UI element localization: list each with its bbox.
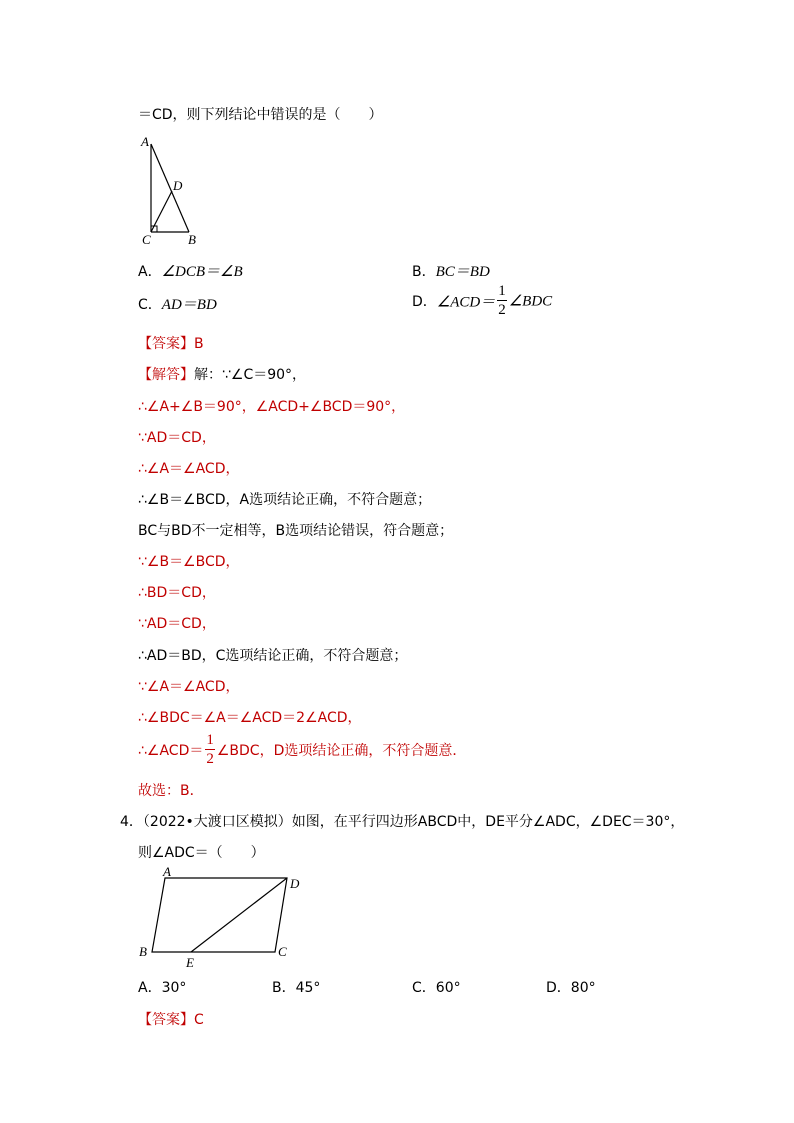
q3-option-a[interactable]: A．∠DCB＝∠B [138,264,243,280]
q3-solution-line-2: ∴∠A+∠B＝90°，∠ACD+∠BCD＝90°， [138,399,406,415]
q3-stem-tail: ＝CD，则下列结论中错误的是（ ） [138,107,383,123]
q3-solution-line-4: ∴∠A＝∠ACD， [138,461,240,477]
q3-answer-line: 【答案】B [138,336,204,352]
q3-solution-line-3: ∵AD＝CD， [138,430,216,446]
q4-segment-de [191,878,287,952]
q3-solution-line-7: ∵∠B＝∠BCD， [138,554,240,570]
q4-label-b: B [139,944,147,959]
q3-solution-line-8: ∴BD＝CD， [138,585,216,601]
q4-option-d[interactable]: D．80° [546,980,596,996]
q3-solution-line-5: ∴∠B＝∠BCD，A选项结论正确，不符合题意； [138,492,432,508]
q3-solution-line-12: ∴∠BDC＝∠A＝∠ACD＝2∠ACD， [138,710,362,726]
q4-label-d: D [290,876,300,891]
q4-stem-line-1: 4．（2022•大渡口区模拟）如图，在平行四边形ABCD中，DE平分∠ADC，∠DEC＝30°， [120,814,685,830]
q4-parallelogram-abcd [152,878,287,952]
q3-solution-line-13: ∴∠ACD＝ $\frac{1}{2}$ ∠BDC，D选项结论正确，不符合题意． [138,732,467,767]
q4-label-c: C [278,944,287,959]
q3-solution-line-6: BC与BD不一定相等，B选项结论错误，符合题意； [138,523,454,539]
q3-triangle-figure [134,132,214,250]
q3-solution-line-10: ∴AD＝BD，C选项结论正确，不符合题意； [138,648,408,664]
q4-stem-line-2: 则∠ADC＝（ ） [138,845,265,861]
q3-label-a: A [141,134,149,149]
q4-label-a: A [163,864,171,879]
fraction-one-half: $\frac{1}{2}$ [498,283,506,318]
q3-option-d[interactable]: D．∠ACD＝ $\frac{1}{2}$ ∠BDC [412,283,553,318]
q4-option-b[interactable]: B．45° [272,980,321,996]
q3-label-b: B [188,232,196,247]
fraction-one-half: $\frac{1}{2}$ [206,732,214,767]
q3-option-c[interactable]: C．AD＝BD [138,297,217,313]
q4-option-a[interactable]: A．30° [138,980,187,996]
q3-label-c: C [142,232,151,247]
q3-side-ab [151,144,189,232]
q4-parallelogram-figure [134,864,314,972]
q4-option-c[interactable]: C．60° [412,980,461,996]
q3-solution-line-14: 故选：B． [138,783,204,799]
q3-label-d: D [173,178,183,193]
q3-solution-line-1: 【解答】解：∵∠C＝90°， [138,367,307,383]
q3-solution-line-11: ∵∠A＝∠ACD， [138,679,240,695]
q4-answer-line: 【答案】C [138,1012,204,1028]
q3-option-b[interactable]: B．BC＝BD [412,264,490,280]
q4-label-e: E [186,955,194,970]
q3-solution-line-9: ∵AD＝CD， [138,616,216,632]
